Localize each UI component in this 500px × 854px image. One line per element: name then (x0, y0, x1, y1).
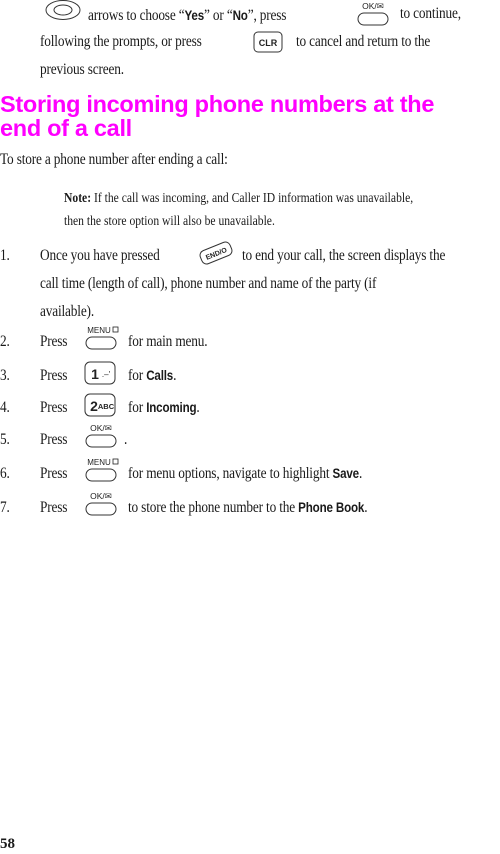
step-number: 1. (0, 247, 10, 264)
note-line-2: then the store option will also be unavailable. (64, 213, 275, 228)
menu-term-calls: Calls (146, 368, 174, 383)
svg-text:OK/✉: OK/✉ (90, 423, 112, 433)
page-number: 58 (0, 836, 15, 852)
step-text: Press (40, 465, 68, 482)
intro-text: ”, press (247, 6, 287, 24)
step-3-text-end: for Calls. (128, 367, 177, 384)
svg-text:1: 1 (91, 366, 99, 382)
svg-text:.–': .–' (101, 370, 111, 379)
step-number: 3. (0, 367, 10, 384)
svg-text:CLR: CLR (258, 38, 278, 48)
intro-text: arrows to choose “ (88, 6, 185, 24)
step-6-text-end: for menu options, navigate to highlight Save. (128, 465, 363, 482)
svg-text:MENU: MENU (87, 458, 111, 467)
step-text: Press (40, 399, 68, 416)
svg-text:2: 2 (90, 398, 98, 414)
menu-key-icon (82, 456, 120, 489)
intro-line-1-end: to continue, (400, 5, 461, 22)
section-heading: Storing incoming phone numbers at the end of a call (0, 91, 435, 141)
menu-key-icon (82, 324, 120, 357)
ok-key-icon (82, 422, 120, 455)
svg-text:OK/✉: OK/✉ (90, 491, 112, 501)
end-key-icon (196, 238, 236, 273)
step-number: 2. (0, 333, 10, 350)
key-1-icon (82, 360, 118, 391)
note-label: Note: (64, 190, 92, 205)
step-5-text-end: . (124, 431, 128, 448)
step-number: 5. (0, 431, 10, 448)
intro-text: ” or “ (203, 6, 233, 24)
step-number: 6. (0, 465, 10, 482)
menu-term-save: Save (332, 466, 359, 481)
step-7-text-end: to store the phone number to the Phone Book. (128, 499, 368, 516)
step-4-text-end: for Incoming. (128, 399, 200, 416)
ok-key-label: OK/✉ (362, 1, 384, 11)
intro-line-3: previous screen. (40, 61, 124, 78)
note-line-1: If the call was incoming, and Caller ID information was unavailable, (93, 190, 414, 205)
key-2-icon (82, 392, 118, 423)
option-no: No (232, 7, 248, 23)
option-yes: Yes (184, 7, 204, 23)
step-1-line-3: available). (40, 303, 94, 320)
svg-text:ABC: ABC (97, 402, 115, 411)
note-block (64, 186, 500, 209)
step-text: Press (40, 431, 68, 448)
step-text: Press (40, 499, 68, 516)
clr-key-icon (250, 30, 286, 59)
step-2-text-end: for main menu. (128, 333, 208, 350)
ok-key-icon (82, 490, 120, 523)
intro-line-2-end: to cancel and return to the (296, 33, 431, 50)
step-text: Once you have pressed (40, 247, 160, 264)
step-number: 7. (0, 499, 10, 516)
lead-text: To store a phone number after ending a call: (0, 151, 228, 168)
step-1-text-end: to end your call, the screen displays the (242, 247, 446, 264)
intro-line-2: following the prompts, or press (40, 33, 202, 50)
menu-term-phone-book: Phone Book (298, 500, 365, 515)
svg-text:MENU: MENU (87, 326, 111, 335)
nav-key-icon (44, 0, 82, 31)
step-1-line-2: call time (length of call), phone number and name of the party (if (40, 275, 377, 292)
menu-term-incoming: Incoming (146, 400, 197, 415)
svg-text:END/O: END/O (204, 246, 229, 262)
step-text: Press (40, 333, 68, 350)
step-text: Press (40, 367, 68, 384)
step-number: 4. (0, 399, 10, 416)
